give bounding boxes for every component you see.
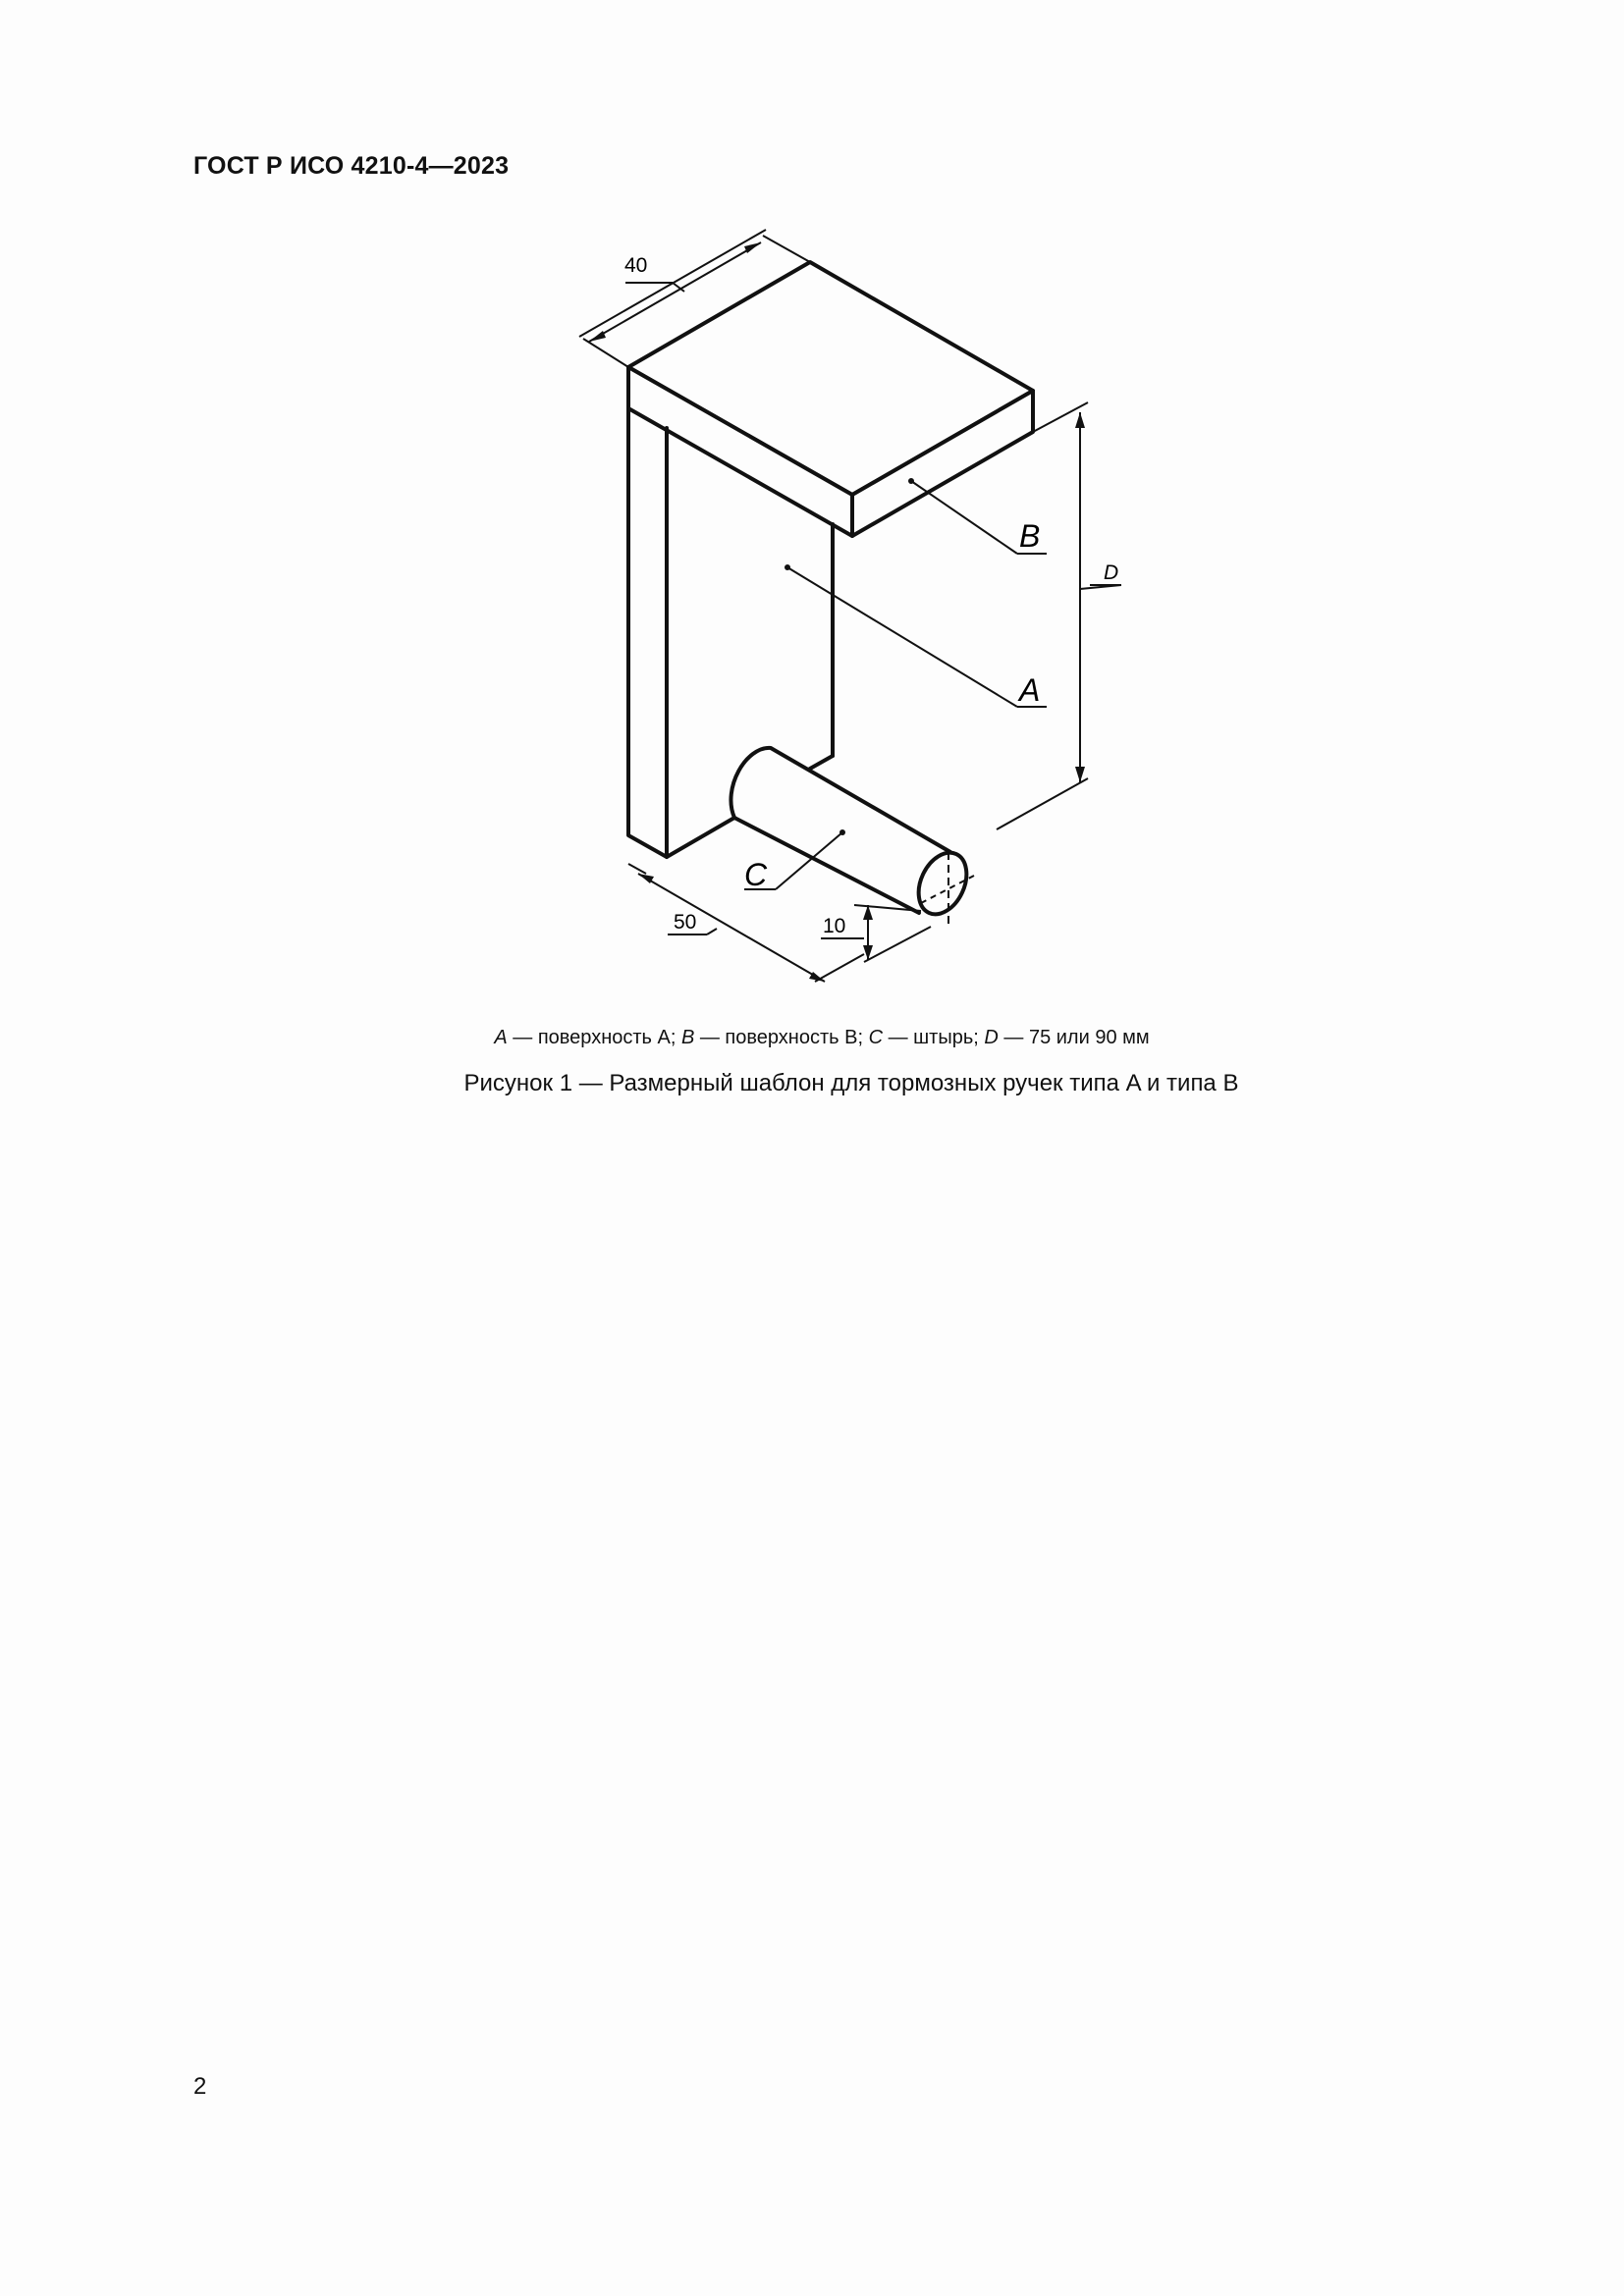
legend-key-b: B (680, 1027, 695, 1048)
label-a: A (1019, 672, 1041, 708)
legend-text-d: — 75 или 90 мм (998, 1027, 1150, 1048)
legend-key-c: C (868, 1027, 884, 1048)
column-outline (628, 367, 667, 857)
legend-text-c: — штырь; (883, 1027, 985, 1048)
document-code-header: ГОСТ Р ИСО 4210-4—2023 (193, 152, 510, 180)
label-b: B (1019, 518, 1041, 554)
label-d: D (1104, 561, 1119, 584)
dim-length-label: 50 (674, 911, 697, 934)
dimension-template-drawing (0, 0, 1624, 1021)
legend-text-a: — поверхность A; (507, 1027, 681, 1048)
legend-text-b: — поверхность B; (694, 1027, 869, 1048)
figure-caption: Рисунок 1 — Размерный шаблон для тормозных ручек типа A и типа B (463, 1070, 1239, 1096)
page-number: 2 (193, 2073, 207, 2100)
dim-width-label: 40 (624, 254, 648, 277)
label-c: C (744, 857, 768, 892)
legend-key-d: D (984, 1027, 999, 1048)
pin-cylinder (731, 748, 975, 922)
figure-legend (0, 1027, 1624, 1049)
legend-key-a: A (494, 1027, 508, 1048)
dim-diameter-label: 10 (823, 915, 846, 937)
